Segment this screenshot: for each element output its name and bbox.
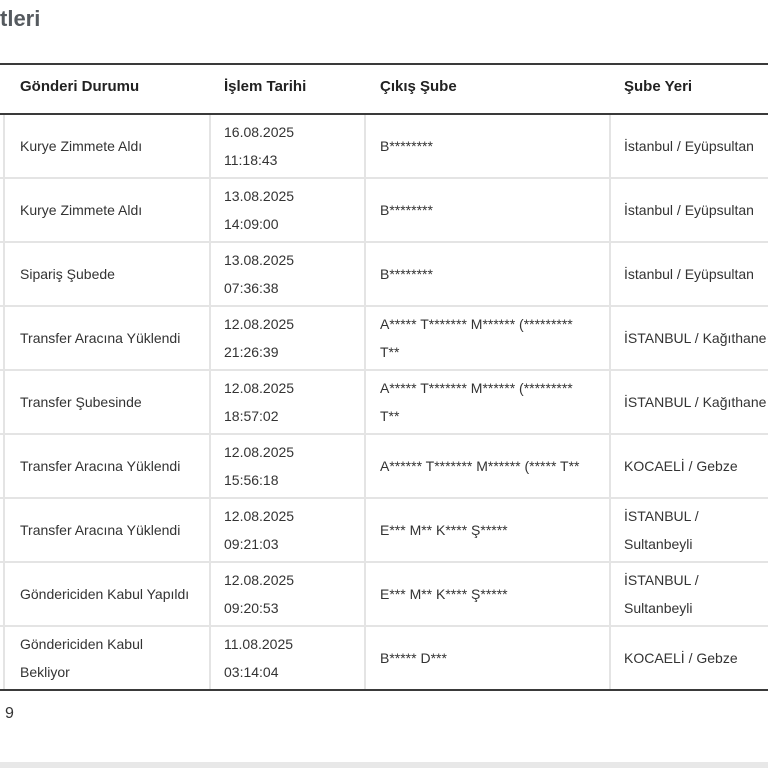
cell-time-value: 15:56:18: [224, 472, 279, 488]
cell-branch: E*** M** K**** Ş*****: [380, 586, 508, 602]
cell-date-value: 11.08.2025: [224, 636, 294, 652]
cell-date: [224, 182, 294, 238]
cell-date: [224, 630, 293, 686]
column-separator: [209, 115, 211, 177]
row-separator: [0, 241, 768, 243]
cell-status: Göndericiden Kabul Bekliyor: [20, 636, 143, 680]
column-separator: [3, 499, 5, 561]
row-separator: [0, 305, 768, 307]
cell-location: KOCAELİ / Gebze: [624, 650, 738, 666]
cell-date: [224, 374, 294, 430]
cell-status: Kurye Zimmete Aldı: [20, 138, 143, 154]
record-count: 9: [5, 705, 14, 722]
cell-branch: A****** T******* M****** (***** T**: [380, 458, 580, 474]
header-branch: Çıkış Şube: [380, 78, 457, 95]
column-separator: [364, 307, 366, 369]
column-separator: [364, 115, 366, 177]
header-date: İşlem Tarihi: [224, 78, 307, 95]
cell-time-value: 03:14:04: [224, 664, 279, 680]
column-separator: [3, 307, 5, 369]
cell-date: [224, 118, 294, 174]
header-location: Şube Yeri: [624, 78, 693, 95]
column-separator: [209, 307, 211, 369]
column-separator: [609, 243, 611, 305]
bottom-band: [0, 762, 768, 768]
column-separator: [209, 499, 211, 561]
table-bottom-border: [0, 689, 768, 691]
column-separator: [609, 435, 611, 497]
column-separator: [609, 627, 611, 689]
column-separator: [609, 179, 611, 241]
column-separator: [364, 179, 366, 241]
column-separator: [3, 627, 5, 689]
cell-branch: A***** T******* M****** (********* T**: [380, 380, 573, 424]
cell-time-value: 14:09:00: [224, 216, 279, 232]
cell-location: İstanbul / Eyüpsultan: [624, 138, 754, 154]
cell-branch: B********: [380, 266, 433, 282]
column-separator: [364, 435, 366, 497]
row-separator: [0, 561, 768, 563]
column-separator: [3, 563, 5, 625]
column-separator: [609, 371, 611, 433]
cell-time-value: 07:36:38: [224, 280, 279, 296]
cell-branch: B********: [380, 202, 433, 218]
column-separator: [3, 115, 5, 177]
cell-time-value: 09:20:53: [224, 600, 279, 616]
cell-status: Sipariş Şubede: [20, 266, 115, 282]
column-separator: [209, 371, 211, 433]
column-separator: [209, 179, 211, 241]
cell-location: İSTANBUL / Kağıthane: [624, 394, 767, 410]
cell-location: İstanbul / Eyüpsultan: [624, 266, 754, 282]
column-separator: [364, 627, 366, 689]
cell-location: İSTANBUL / Sultanbeyli: [624, 572, 699, 616]
cell-status: Transfer Aracına Yüklendi: [20, 330, 181, 346]
table-top-border: [0, 63, 768, 65]
cell-time-value: 21:26:39: [224, 344, 279, 360]
row-separator: [0, 369, 768, 371]
cell-status: Transfer Aracına Yüklendi: [20, 458, 181, 474]
cell-date-value: 12.08.2025: [224, 444, 295, 460]
cell-date-value: 12.08.2025: [224, 572, 295, 588]
column-separator: [609, 499, 611, 561]
column-separator: [364, 243, 366, 305]
page-title: tleri: [0, 6, 41, 31]
cell-date: [224, 566, 294, 622]
cell-location: İSTANBUL / Sultanbeyli: [624, 508, 699, 552]
cell-branch: E*** M** K**** Ş*****: [380, 522, 508, 538]
column-separator: [3, 243, 5, 305]
cell-date: [224, 502, 294, 558]
cell-status: Kurye Zimmete Aldı: [20, 202, 143, 218]
cell-location: KOCAELİ / Gebze: [624, 458, 738, 474]
column-separator: [364, 563, 366, 625]
column-separator: [609, 563, 611, 625]
cell-date-value: 12.08.2025: [224, 316, 295, 332]
cell-date-value: 16.08.2025: [224, 124, 295, 140]
cell-time-value: 11:18:43: [224, 152, 278, 168]
column-separator: [209, 627, 211, 689]
cell-date: [224, 310, 294, 366]
cell-date-value: 12.08.2025: [224, 380, 295, 396]
row-separator: [0, 497, 768, 499]
cell-branch: B***** D***: [380, 650, 447, 666]
column-separator: [364, 499, 366, 561]
cell-status: Transfer Aracına Yüklendi: [20, 522, 181, 538]
cell-date-value: 13.08.2025: [224, 252, 295, 268]
cell-status: Transfer Şubesinde: [20, 394, 142, 410]
cell-date: [224, 438, 294, 494]
cell-branch: B********: [380, 138, 433, 154]
cell-date-value: 13.08.2025: [224, 188, 295, 204]
column-separator: [209, 435, 211, 497]
column-separator: [364, 371, 366, 433]
column-separator: [209, 243, 211, 305]
column-separator: [609, 115, 611, 177]
row-separator: [0, 177, 768, 179]
header-bottom-border: [0, 113, 768, 115]
row-separator: [0, 433, 768, 435]
cell-status: Göndericiden Kabul Yapıldı: [20, 586, 190, 602]
cell-date: [224, 246, 294, 302]
cell-time-value: 09:21:03: [224, 536, 279, 552]
header-status: Gönderi Durumu: [20, 78, 140, 95]
column-separator: [3, 435, 5, 497]
column-separator: [3, 371, 5, 433]
column-separator: [209, 563, 211, 625]
cell-location: İstanbul / Eyüpsultan: [624, 202, 754, 218]
row-separator: [0, 625, 768, 627]
cell-time-value: 18:57:02: [224, 408, 279, 424]
column-separator: [609, 307, 611, 369]
column-separator: [3, 179, 5, 241]
cell-branch: A***** T******* M****** (********* T**: [380, 316, 573, 360]
cell-location: İSTANBUL / Kağıthane: [624, 330, 767, 346]
cell-date-value: 12.08.2025: [224, 508, 295, 524]
